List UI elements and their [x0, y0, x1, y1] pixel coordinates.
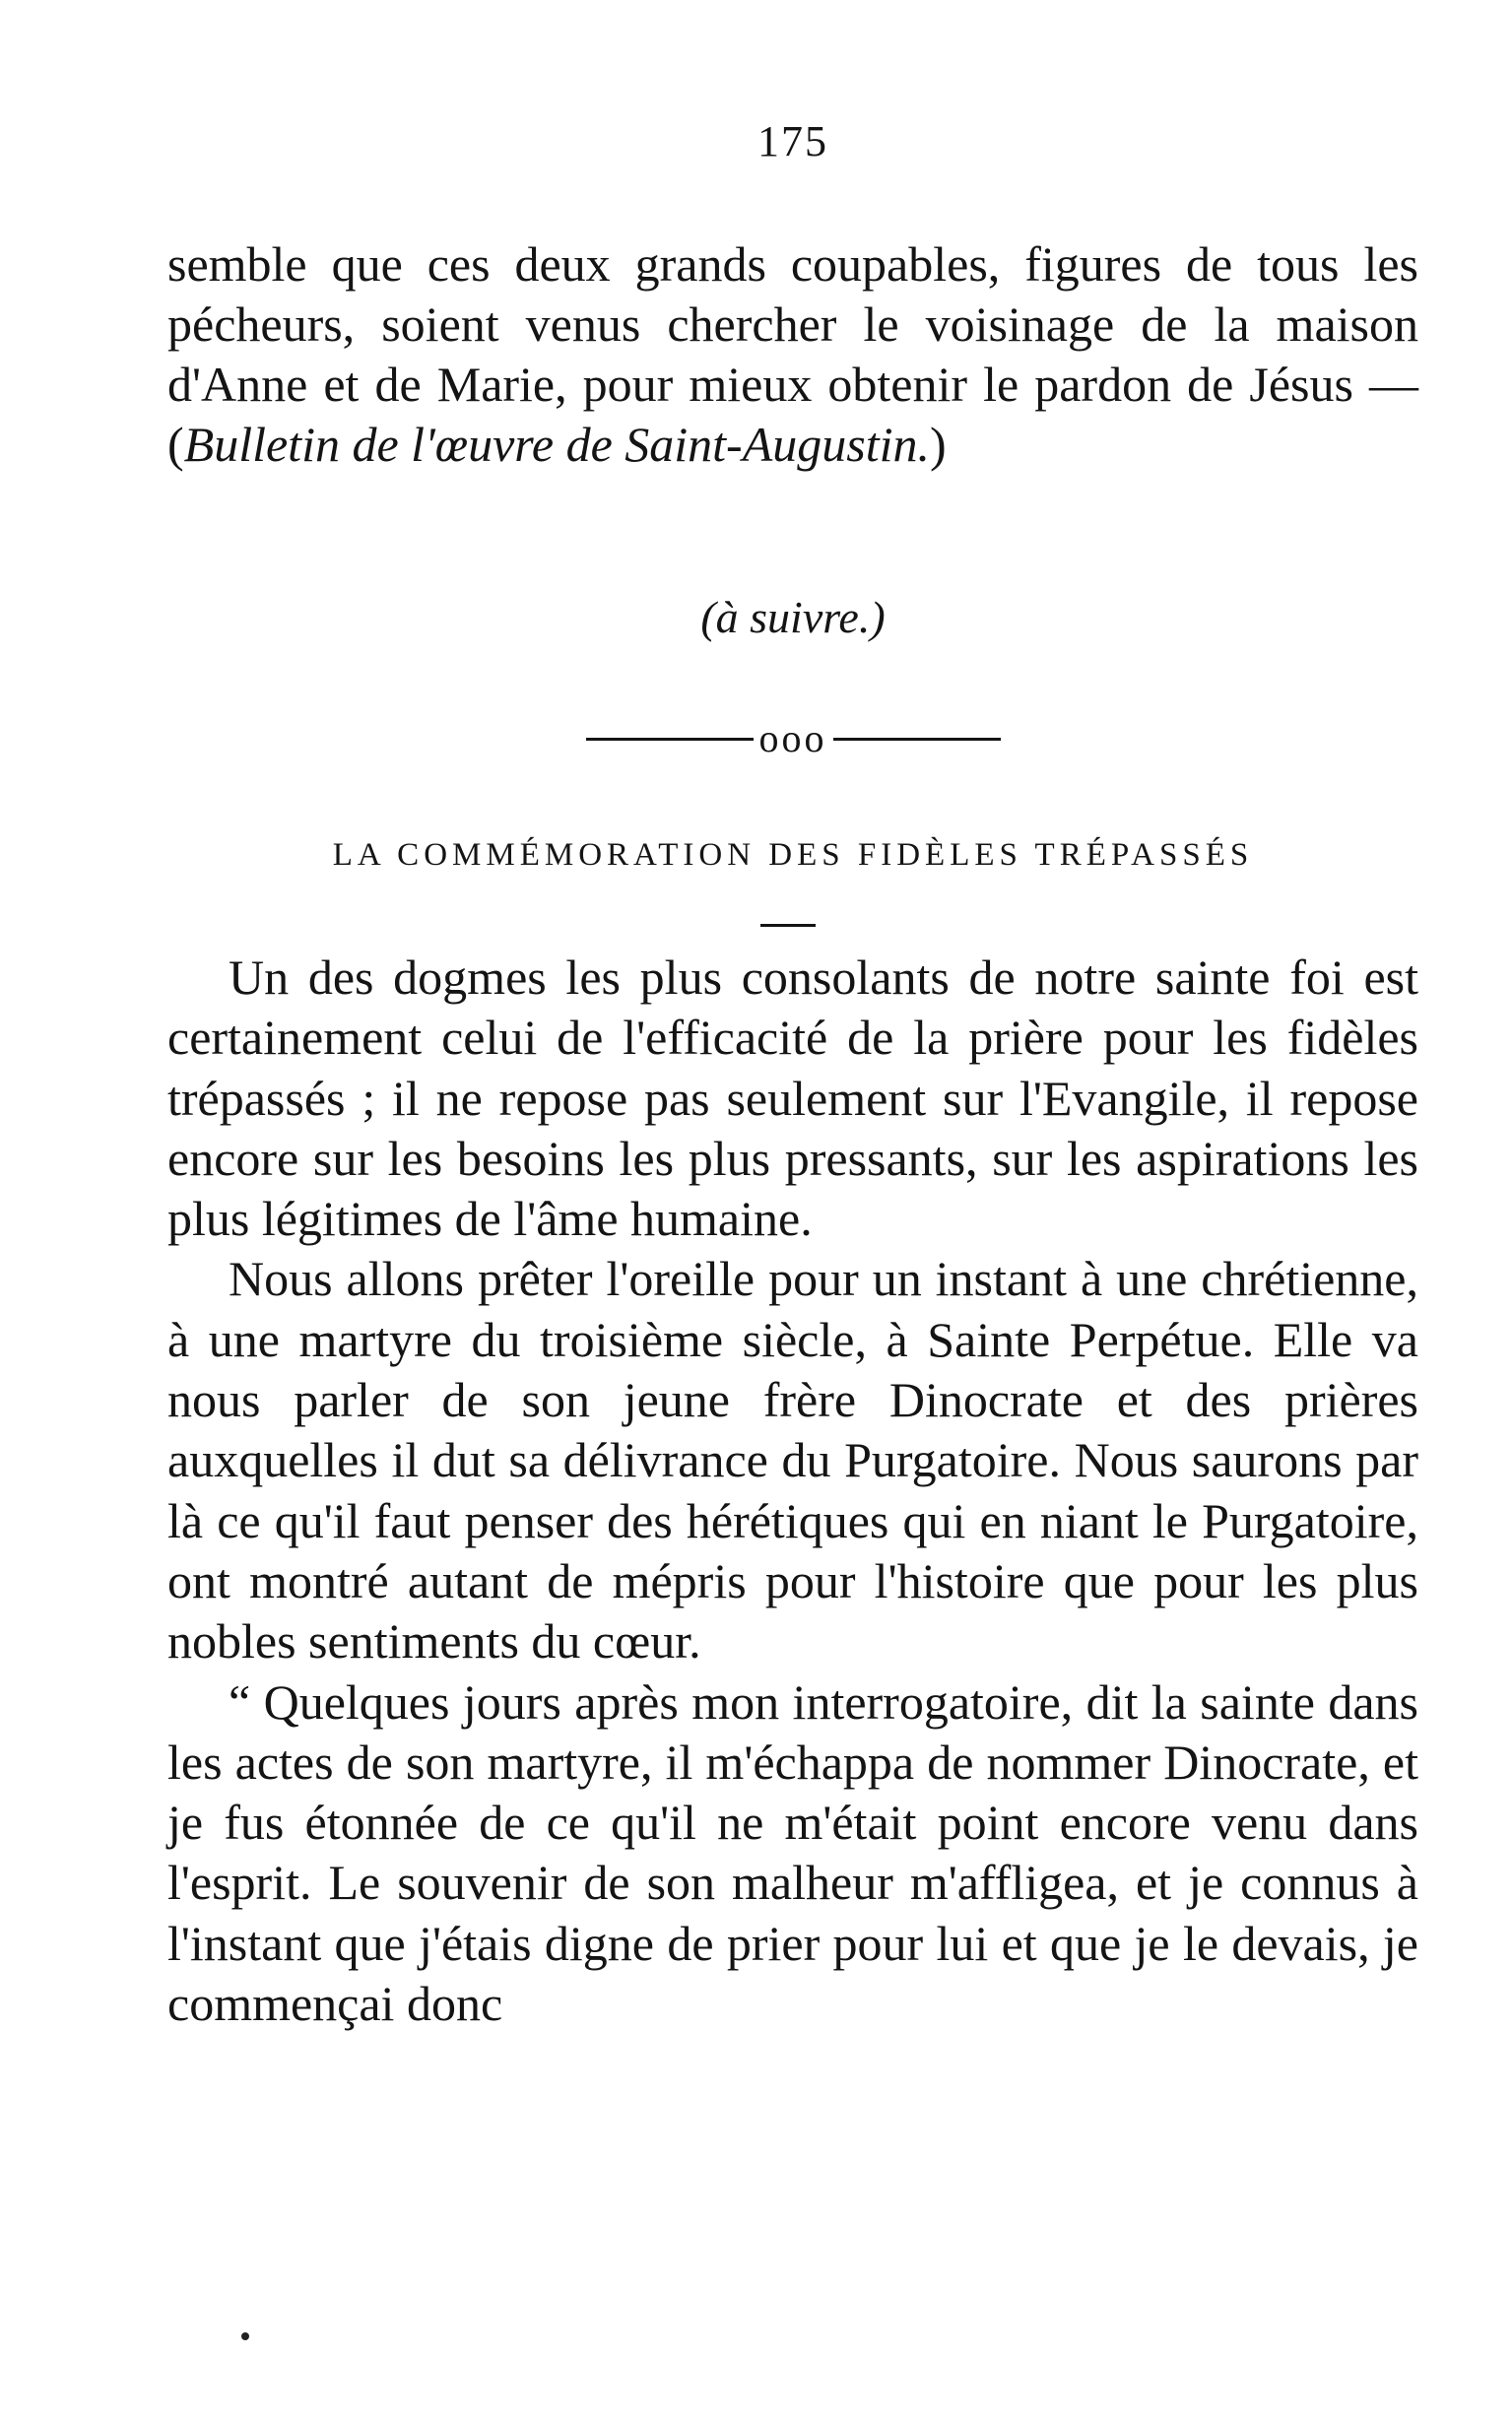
ink-speck: [241, 2332, 249, 2340]
page-number: 175: [757, 117, 828, 165]
body-paragraph: Un des dogmes les plus consolants de notre sainte foi est certainement celui de l'efficacité de la prière pour les fidèles trépassés ; il ne repose pas seulement sur l'Evangile, il repose encore sur les besoins les plus pressants, sur les aspirations les plus légitimes de l'âme humaine.: [167, 950, 1418, 1247]
continued-paragraph: [167, 234, 1418, 475]
section-divider: [167, 716, 1418, 760]
section-title: LA COMMÉMORATION DES FIDÈLES TRÉPASSÉS: [332, 837, 1254, 873]
article-body: [167, 948, 1418, 2034]
body-paragraph: Nous allons prêter l'oreille pour un instant à une chrétienne, à une martyre du troisième siècle, à Sainte Perpétue. Elle va nous parler de son jeune frère Dinocrate et des prières auxquelles il dut sa délivrance du Purgatoire. Nous saurons par là ce qu'il faut penser des hérétiques qui en niant le Purgatoire, ont montré autant de mépris pour l'histoire que pour les plus nobles sentiments du cœur.: [167, 1251, 1418, 1670]
citation-close: ): [929, 417, 947, 472]
divider-rule-left: [586, 738, 754, 741]
title-underline: [760, 924, 816, 927]
book-page: [167, 0, 1418, 2423]
divider-ornament: ooo: [758, 716, 827, 760]
source-citation: Bulletin de l'œuvre de Saint-Augustin.: [183, 417, 930, 472]
divider-rule-right: [833, 738, 1001, 741]
to-be-continued-note: (à suivre.): [700, 592, 886, 642]
body-paragraph: “ Quelques jours après mon interrogatoire, dit la sainte dans les actes de son martyre, il m'échappa de nommer Dinocrate, et je fus étonnée de ce qu'il ne m'était point encore venu dans l'esprit. Le souvenir de son malheur m'affligea, et je connus à l'instant que j'étais digne de prier pour lui et que je le devais, je commençai donc: [167, 1673, 1418, 2032]
continued-paragraph-text: semble que ces deux grands coupables, figures de tous les pécheurs, soient venus chercher le voisinage de la maison d'Anne et de Marie, pour mieux obtenir le pardon de Jésus —(: [167, 236, 1418, 472]
